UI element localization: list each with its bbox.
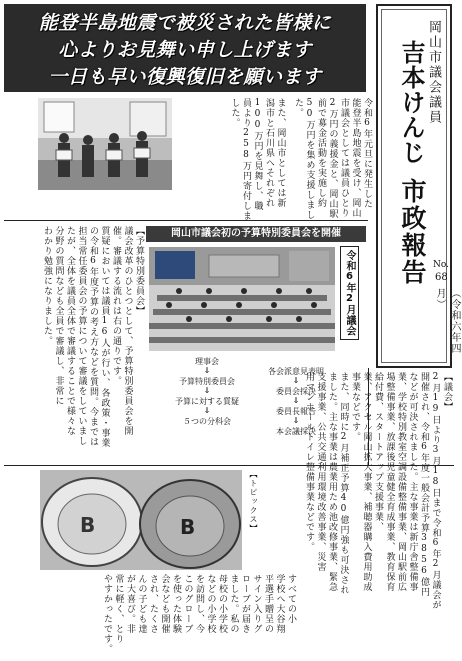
topics-line: このグローブ bbox=[182, 574, 193, 634]
donation-photo bbox=[38, 98, 172, 190]
budget-line: 質疑においては議員16人が行い、各政策・事業 bbox=[99, 226, 110, 448]
budget-line: 担当常任委員会の予算について審議をしていまし bbox=[76, 226, 87, 446]
flow-step: ５つの分科会 bbox=[183, 417, 231, 426]
masthead-name: 吉本けんじ bbox=[397, 40, 426, 165]
assembly-article bbox=[304, 372, 452, 634]
article-line: 50万円を集め支援しまし bbox=[304, 98, 315, 220]
topics-line: などの小学校 bbox=[205, 574, 216, 634]
topics-line: ました。私の bbox=[228, 574, 239, 634]
masthead bbox=[376, 4, 460, 368]
flow-step: 委員会採決 bbox=[276, 387, 316, 396]
article-line: 100万円を見舞し、職 bbox=[252, 98, 263, 211]
article-line: 2万円の義援金と、岡山駅 bbox=[327, 98, 338, 219]
issue-date: （令和六年四月） bbox=[434, 288, 460, 354]
svg-text:B: B bbox=[80, 513, 96, 537]
arrow-down-icon: ⇓ bbox=[292, 396, 300, 405]
topics-line: サイン入りグ bbox=[251, 574, 262, 634]
topics-line: され、たくさ bbox=[148, 574, 158, 634]
topics-article bbox=[56, 574, 296, 658]
svg-text:B: B bbox=[180, 515, 196, 539]
arrow-down-icon: ⇓ bbox=[203, 406, 211, 415]
assembly-line: また、同時に2月補正予算40億円強も可決され bbox=[338, 372, 349, 595]
topics-line: 平選手贈呈の bbox=[263, 574, 273, 634]
flow-step: 予算に対する質疑 bbox=[175, 397, 239, 406]
assembly-line: 2月19日より3月18日まで令和6年2月議会が bbox=[430, 372, 441, 610]
topics-line: 学校へ大谷翔 bbox=[274, 574, 285, 634]
budget-article bbox=[6, 226, 144, 446]
topics-line: やすかったです。 bbox=[102, 574, 112, 654]
topics-label: 【トピックス】 bbox=[249, 470, 258, 533]
article-line: 前で募金活動を実施し約 bbox=[316, 98, 326, 208]
divider bbox=[4, 465, 454, 466]
gloves-photo bbox=[40, 470, 242, 570]
disaster-article bbox=[176, 98, 372, 221]
issue-prefix: No. bbox=[433, 260, 449, 270]
topics-line: 常に軽く、とり bbox=[113, 574, 124, 644]
assembly-line: 開催され、令和6年度一般会計予算3856億円 bbox=[419, 372, 429, 597]
budget-line: 議会改革のひとつとして、予算特別委員会を開 bbox=[122, 226, 133, 436]
assembly-line: 業、アクセル岡山拡大事業、補聴器購入費用助成 bbox=[361, 372, 372, 592]
arrow-down-icon: ⇓ bbox=[292, 416, 300, 425]
assembly-line: 用マンホールトイレ整備事業などです。 bbox=[304, 372, 314, 552]
budget-line: わかり勉強になりました。 bbox=[42, 226, 52, 346]
arrow-down-icon: ⇓ bbox=[203, 366, 211, 375]
assembly-hall-photo bbox=[149, 247, 335, 351]
banner bbox=[4, 4, 366, 92]
budget-label: 【予算特別委員会】 bbox=[134, 226, 144, 316]
flow-step: 委員長報告 bbox=[276, 407, 316, 416]
banner-line-2: 心よりお見舞い申し上げます bbox=[58, 39, 312, 61]
assembly-line: 業、学校特別教室空調設備整備事業、岡山駅前広 bbox=[396, 372, 406, 592]
topics-line: を使った体験 bbox=[171, 574, 181, 634]
budget-line: の令和6年度予算の考え方などを質問。今までは bbox=[88, 226, 98, 447]
topics-line: ローブが届き bbox=[240, 574, 250, 634]
topics-line: 母校の小学校 bbox=[217, 574, 227, 634]
flow-step: 理事会 bbox=[195, 357, 219, 366]
divider bbox=[4, 220, 368, 221]
assembly-label: 【議会】 bbox=[442, 372, 452, 412]
assembly-line: などが可決されました。主な事業は新庁舎整備事 bbox=[407, 372, 418, 592]
banner-line-3: 一日も早い復興復旧を願います bbox=[48, 66, 322, 88]
budget-line: たが、全体を議員全体で審議することで様々な bbox=[65, 226, 75, 436]
article-line: 潟市と石川県へそれぞれ bbox=[264, 98, 274, 208]
arrow-down-icon: ⇓ bbox=[203, 386, 211, 395]
article-line: 能登半島地震を受け、岡山 bbox=[350, 98, 361, 218]
article-line: また、岡山市としては新 bbox=[275, 98, 286, 208]
budget-line: 分野の質問なども全員で審議し、非常に bbox=[53, 226, 64, 406]
masthead-title: 市政報告 bbox=[398, 178, 427, 286]
assembly-line: 事業などです。 bbox=[350, 372, 360, 442]
assembly-line: ました。主な事業は農業用ため池改修事業、緊急 bbox=[327, 372, 337, 592]
article-line: 令和6年元旦に発生した bbox=[362, 98, 372, 209]
masthead-org: 岡山市議会議員 bbox=[426, 20, 441, 125]
assembly-line: 支援事業、公共交通利用環境改善事業、災害 bbox=[315, 372, 326, 572]
topics-line: すべての小 bbox=[286, 574, 296, 624]
banner-line-1: 能登半島地震で被災された皆様に bbox=[38, 12, 332, 34]
issue-number: 68 bbox=[435, 272, 448, 283]
budget-section-title: 岡山市議会初の予算特別委員会を開催 bbox=[146, 226, 366, 242]
article-line: 員より258万円寄付しま bbox=[241, 98, 251, 221]
flow-step: 予算特別委員会 bbox=[179, 377, 235, 386]
article-line: た。 bbox=[293, 98, 303, 118]
topics-line: を訪問し、今 bbox=[194, 574, 204, 634]
topics-line: んの子ども達 bbox=[136, 574, 147, 634]
budget-line: 催。審議する流れは右の通りです。 bbox=[111, 226, 121, 386]
topics-line: が大喜び。非 bbox=[125, 574, 135, 634]
arrow-down-icon: ⇓ bbox=[292, 376, 300, 385]
flow-step: 本会議採決 bbox=[276, 427, 316, 436]
topics-line: 会なども開催 bbox=[159, 574, 170, 634]
flow-step: 各会派意見表明 bbox=[268, 367, 324, 376]
article-line: 市議会としては議員ひとり bbox=[339, 98, 349, 218]
council-label: 令和6年2月議会 bbox=[340, 246, 359, 340]
article-line: した。 bbox=[229, 98, 240, 128]
assembly-line: 給付費、スタートアップ支援事業、 bbox=[373, 372, 383, 532]
assembly-line: 場整備事業、放課後児童健全育成事業、教育保育 bbox=[384, 372, 395, 592]
